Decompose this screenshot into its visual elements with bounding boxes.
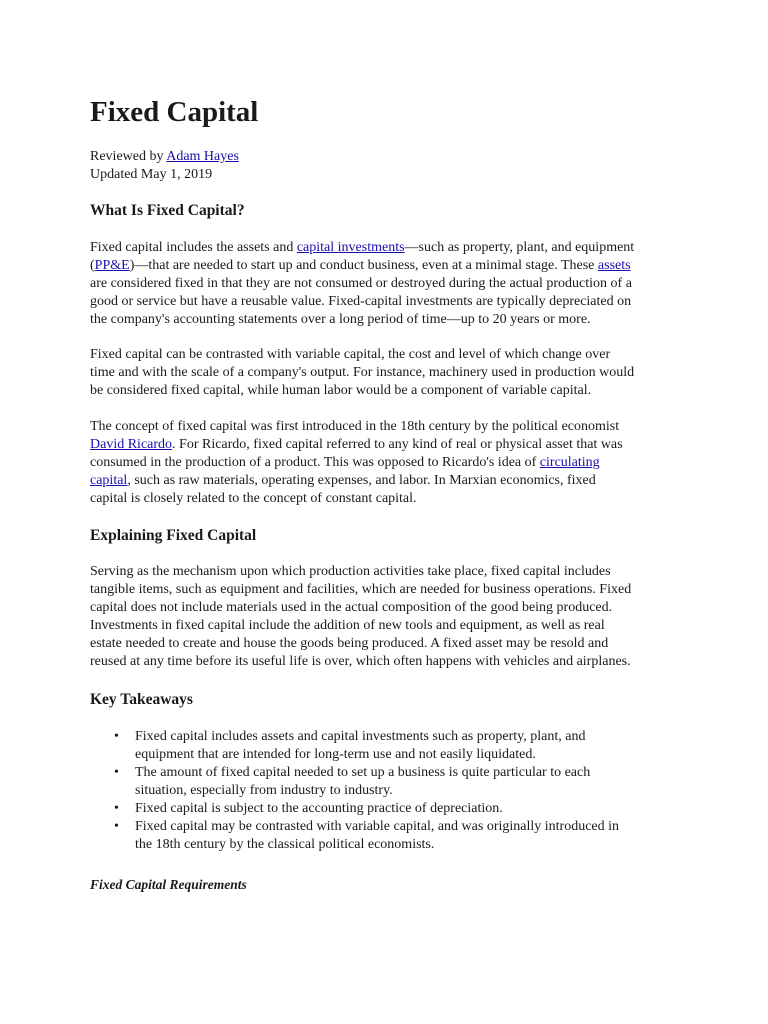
page-title: Fixed Capital (90, 96, 259, 128)
circulating-capital-link[interactable]: circulating (539, 455, 600, 470)
bullet-icon: • (114, 819, 119, 834)
section-heading-key-takeaways: Key Takeaways (90, 691, 193, 708)
assets-link[interactable]: assets (597, 258, 631, 273)
updated-date: Updated May 1, 2019 (90, 167, 213, 182)
circulating-capital-link-cont[interactable]: capital (90, 473, 128, 488)
section-heading-explaining: Explaining Fixed Capital (90, 527, 257, 544)
paragraph-definition: Fixed capital includes the assets and capital investments—such as property, plant, and equipment (PP&E)—that are needed to start up and conduct business, even at a minimal stage. These assets are considered fixed in that they are not consumed or destroyed during the actual production of a good or service but have a reusable value. Fixed-capital investments are typically depreciated on the company's accounting statements over a long period of time—up to 20 years or more. (90, 240, 635, 327)
key-takeaways-list (90, 728, 682, 854)
david-ricardo-link[interactable]: David Ricardo (90, 437, 173, 452)
list-item: • Fixed capital may be contrasted with variable capital, and was originally introduced in the 18th century by the classical political economists. (114, 819, 620, 852)
capital-investments-link[interactable]: capital investments (296, 240, 405, 255)
reviewed-by-line (90, 148, 239, 166)
list-item: • Fixed capital is subject to the accounting practice of depreciation. (114, 801, 503, 816)
bullet-icon: • (114, 801, 119, 816)
paragraph-variable-capital: Fixed capital can be contrasted with variable capital, the cost and level of which change over time and with the scale of a company's output. For instance, machinery used in production would be considered fixed capital, while human labor would be a component of variable capital. (90, 347, 635, 398)
reviewer-link[interactable]: Adam Hayes (166, 149, 239, 164)
subheading-requirements: Fixed Capital Requirements (90, 877, 247, 892)
bullet-icon: • (114, 765, 119, 780)
ppe-link[interactable]: PP&E (94, 258, 130, 273)
paragraph-explaining: Serving as the mechanism upon which production activities take place, fixed capital includes tangible items, such as equipment and facilities, which are needed for business operations. Fixed capital does not include materials used in the actual composition of the good being produced. Investments in fixed capital include the addition of new tools and equipment, as well as real estate needed to create and house the goods being produced. A fixed asset may be resold and reused at any time before its useful life is over, which often happens with vehicles and airplanes. (90, 564, 632, 669)
article-meta (90, 148, 239, 184)
list-item: • Fixed capital includes assets and capital investments such as property, plant, and equipment that are intended for long-term use and not easily liquidated. (114, 729, 586, 762)
section-heading-what-is: What Is Fixed Capital? (90, 202, 245, 219)
bullet-icon: • (114, 729, 119, 744)
reviewed-by-label: Reviewed by (90, 149, 167, 164)
list-item: • The amount of fixed capital needed to set up a business is quite particular to each situation, especially from industry to industry. (114, 765, 591, 798)
paragraph-history: The concept of fixed capital was first introduced in the 18th century by the political economist David Ricardo. For Ricardo, fixed capital referred to any kind of real or physical asset that was consumed in the production of a product. This was opposed to Ricardo's idea of circulating capital, such as raw materials, operating expenses, and labor. In Marxian economics, fixed capital is closely related to the concept of constant capital. (90, 419, 623, 506)
